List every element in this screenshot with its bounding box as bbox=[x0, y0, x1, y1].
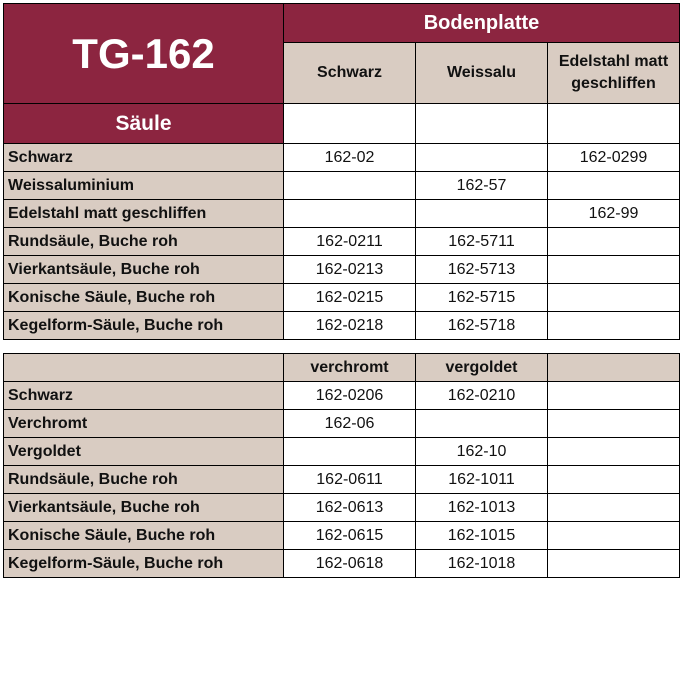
table-row bbox=[4, 410, 680, 438]
table-row bbox=[4, 172, 680, 200]
value-cell bbox=[416, 200, 548, 228]
row-label: Weissaluminium bbox=[4, 172, 284, 200]
value-cell bbox=[548, 550, 680, 578]
value-cell: 162-0213 bbox=[284, 256, 416, 284]
column-header: Weissalu bbox=[416, 43, 548, 104]
value-cell: 162-1018 bbox=[416, 550, 548, 578]
value-cell: 162-0618 bbox=[284, 550, 416, 578]
row-label: Kegelform-Säule, Buche roh bbox=[4, 312, 284, 340]
value-cell: 162-0218 bbox=[284, 312, 416, 340]
value-cell bbox=[548, 494, 680, 522]
empty-cell bbox=[548, 104, 680, 144]
product-title: TG-162 bbox=[4, 4, 284, 104]
value-cell: 162-02 bbox=[284, 144, 416, 172]
table-row bbox=[4, 466, 680, 494]
value-cell: 162-0613 bbox=[284, 494, 416, 522]
table-row bbox=[4, 438, 680, 466]
bodenplatte-group-header: Bodenplatte bbox=[284, 4, 680, 43]
value-cell bbox=[284, 172, 416, 200]
table-row bbox=[4, 312, 680, 340]
empty-header-cell bbox=[4, 354, 284, 382]
value-cell bbox=[284, 200, 416, 228]
value-cell: 162-0611 bbox=[284, 466, 416, 494]
value-cell: 162-5713 bbox=[416, 256, 548, 284]
row-label: Rundsäule, Buche roh bbox=[4, 466, 284, 494]
column-header: Edelstahl matt geschliffen bbox=[548, 43, 680, 104]
value-cell bbox=[416, 144, 548, 172]
value-cell bbox=[548, 382, 680, 410]
value-cell: 162-99 bbox=[548, 200, 680, 228]
value-cell: 162-0210 bbox=[416, 382, 548, 410]
table-row bbox=[4, 144, 680, 172]
product-table-bodenplatte bbox=[3, 3, 680, 340]
value-cell: 162-1015 bbox=[416, 522, 548, 550]
column-header: vergoldet bbox=[416, 354, 548, 382]
value-cell bbox=[548, 466, 680, 494]
value-cell: 162-5715 bbox=[416, 284, 548, 312]
value-cell bbox=[548, 410, 680, 438]
value-cell: 162-5718 bbox=[416, 312, 548, 340]
table-row bbox=[4, 522, 680, 550]
empty-cell bbox=[284, 104, 416, 144]
value-cell: 162-0299 bbox=[548, 144, 680, 172]
value-cell: 162-0615 bbox=[284, 522, 416, 550]
value-cell: 162-0206 bbox=[284, 382, 416, 410]
table-row bbox=[4, 494, 680, 522]
value-cell bbox=[548, 256, 680, 284]
table-row bbox=[4, 550, 680, 578]
value-cell bbox=[548, 228, 680, 256]
row-label: Konische Säule, Buche roh bbox=[4, 284, 284, 312]
column-header: Schwarz bbox=[284, 43, 416, 104]
value-cell: 162-0211 bbox=[284, 228, 416, 256]
row-label: Vierkantsäule, Buche roh bbox=[4, 494, 284, 522]
value-cell bbox=[548, 312, 680, 340]
product-table-verchromt-vergoldet bbox=[3, 353, 680, 578]
row-label: Vierkantsäule, Buche roh bbox=[4, 256, 284, 284]
value-cell: 162-1013 bbox=[416, 494, 548, 522]
value-cell bbox=[284, 438, 416, 466]
row-label: Edelstahl matt geschliffen bbox=[4, 200, 284, 228]
value-cell: 162-10 bbox=[416, 438, 548, 466]
table-row bbox=[4, 256, 680, 284]
row-label: Schwarz bbox=[4, 382, 284, 410]
value-cell bbox=[548, 172, 680, 200]
table-row bbox=[4, 284, 680, 312]
table-row bbox=[4, 382, 680, 410]
row-label: Rundsäule, Buche roh bbox=[4, 228, 284, 256]
value-cell bbox=[548, 284, 680, 312]
value-cell bbox=[548, 522, 680, 550]
saeule-header: Säule bbox=[4, 104, 284, 144]
column-header bbox=[548, 354, 680, 382]
value-cell: 162-57 bbox=[416, 172, 548, 200]
value-cell: 162-06 bbox=[284, 410, 416, 438]
row-label: Vergoldet bbox=[4, 438, 284, 466]
table-row bbox=[4, 228, 680, 256]
value-cell: 162-1011 bbox=[416, 466, 548, 494]
value-cell: 162-0215 bbox=[284, 284, 416, 312]
row-label: Verchromt bbox=[4, 410, 284, 438]
value-cell: 162-5711 bbox=[416, 228, 548, 256]
row-label: Schwarz bbox=[4, 144, 284, 172]
empty-cell bbox=[416, 104, 548, 144]
table-row bbox=[4, 200, 680, 228]
row-label: Kegelform-Säule, Buche roh bbox=[4, 550, 284, 578]
row-label: Konische Säule, Buche roh bbox=[4, 522, 284, 550]
column-header: verchromt bbox=[284, 354, 416, 382]
value-cell bbox=[548, 438, 680, 466]
value-cell bbox=[416, 410, 548, 438]
